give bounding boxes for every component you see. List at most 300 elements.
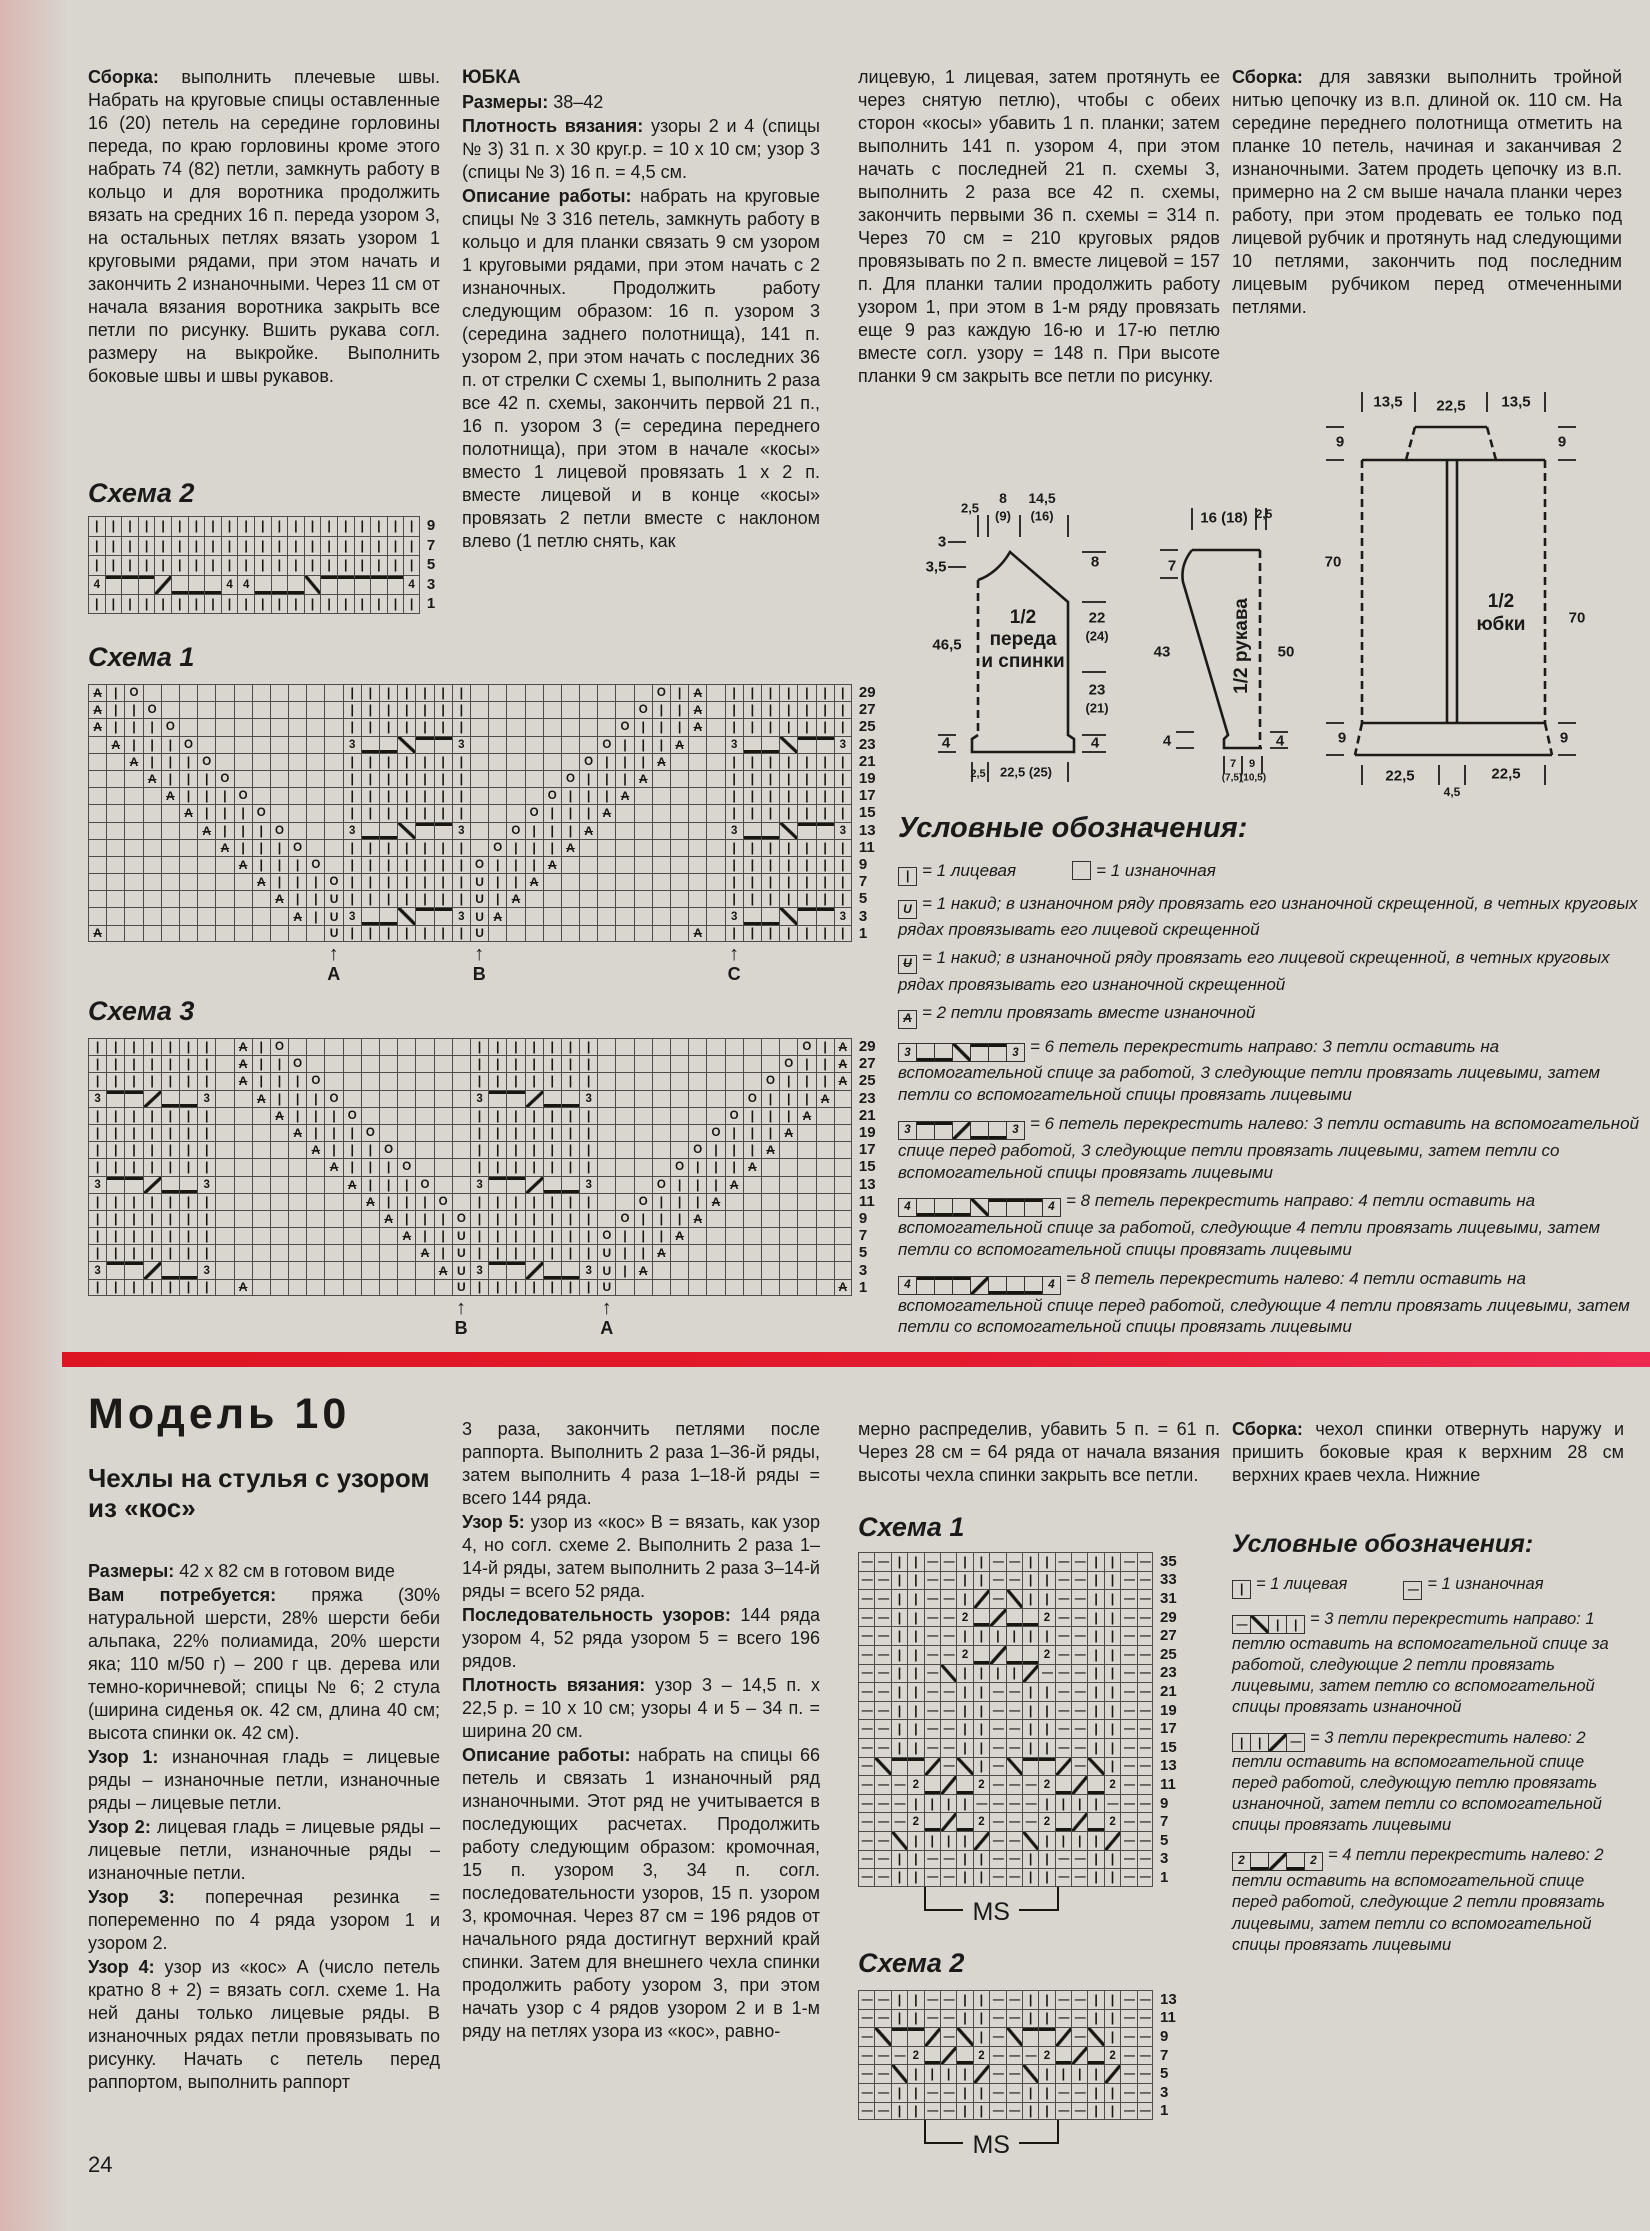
chart-cell: | — [634, 718, 652, 735]
chart-cell — [834, 1176, 852, 1193]
chart-cell — [270, 1193, 288, 1210]
chart-cell: | — [379, 856, 397, 873]
paragraph: Плотность вязания: узоры 2 и 4 (спицы № 3) 31 п. х 30 круг.р. = 10 х 10 см; узор 3 (спицы № 3) 16 п. = 4,5 см. — [462, 116, 820, 182]
measurement-label: 22,5 — [1436, 397, 1466, 415]
chart-cell: | — [361, 873, 379, 890]
knitting-chart-schema1 — [88, 684, 876, 990]
chart-cell: 2 — [907, 1812, 923, 1831]
chart-cell — [973, 1645, 989, 1664]
chart-cell: | — [1022, 1738, 1038, 1757]
chart-cell — [397, 1124, 415, 1141]
chart-cell: | — [234, 804, 252, 821]
chart-cell: | — [488, 1244, 506, 1261]
chart-cell: O — [470, 856, 488, 873]
chart-cell: | — [415, 925, 433, 942]
chart-cell — [143, 925, 161, 942]
chart-cell — [434, 1038, 452, 1055]
chart-row — [88, 804, 876, 821]
chart-cell: | — [197, 787, 215, 804]
chart-cell — [506, 736, 524, 753]
chart-cell: | — [743, 1124, 761, 1141]
chart-cell: | — [88, 1072, 106, 1089]
chart-cell: | — [179, 1141, 197, 1158]
chart-cell: | — [106, 718, 124, 735]
chart-cell: | — [88, 1244, 106, 1261]
chart-cell: | — [470, 1124, 488, 1141]
chart-cell: | — [561, 1141, 579, 1158]
chart-cell — [324, 822, 342, 839]
chart-cell: A — [652, 753, 670, 770]
chart-cell: | — [1038, 1990, 1054, 2009]
chart-cell: — — [1137, 1664, 1153, 1683]
knitting-chart-schema1b — [858, 1552, 1177, 1926]
chart-cell: — — [858, 1868, 874, 1887]
chart-cell: | — [1104, 1608, 1120, 1627]
chart-cell — [634, 1279, 652, 1296]
chart-cell — [834, 1090, 852, 1107]
chart-cell — [1022, 1664, 1038, 1683]
chart-cell — [288, 1261, 306, 1278]
chart-cell: | — [138, 555, 155, 575]
chart-cell: | — [1038, 1719, 1054, 1738]
chart-cell: | — [743, 925, 761, 942]
chart-cell — [343, 1244, 361, 1261]
chart-cell — [306, 1038, 324, 1055]
chart-cell: — — [858, 1757, 874, 1776]
chart-cell: | — [1104, 1682, 1120, 1701]
chart-row — [858, 1812, 1177, 1831]
chart-cell: | — [179, 1279, 197, 1296]
chart-cell — [761, 1193, 779, 1210]
chart-cell — [1250, 1852, 1269, 1871]
legend-symbol — [898, 955, 916, 974]
chart-cell — [252, 684, 270, 701]
chart-cell — [324, 1210, 342, 1227]
chart-cell — [834, 1261, 852, 1278]
chart-cell — [470, 839, 488, 856]
chart-cell: — — [989, 2102, 1005, 2121]
chart-cell: | — [343, 684, 361, 701]
chart-cell: | — [124, 1055, 142, 1072]
chart-cell: | — [387, 555, 404, 575]
chart-cell: | — [743, 804, 761, 821]
chart-cell: | — [1038, 1794, 1054, 1813]
chart-cell — [306, 787, 324, 804]
paragraph: мерно распределив, убавить 5 п. = 61 п. Через 28 см = 64 ряда от начала вязания высоты чехла спинки закрыть все петли. — [858, 1419, 1220, 1485]
top-column-4 — [1232, 66, 1622, 320]
chart-cell: | — [973, 1719, 989, 1738]
chart-cell: — — [989, 2046, 1005, 2065]
paragraph-lead: Описание работы: — [462, 186, 641, 206]
chart-cell: | — [956, 2009, 972, 2028]
chart-cell: O — [488, 839, 506, 856]
chart-cell: | — [543, 822, 561, 839]
chart-cell — [361, 1055, 379, 1072]
chart-cell — [106, 804, 124, 821]
chart-cell — [561, 856, 579, 873]
chart-cell — [816, 1244, 834, 1261]
chart-cell — [161, 1261, 179, 1278]
legend-symbol — [898, 867, 916, 886]
chart-cell: — — [1055, 1850, 1071, 1869]
chart-cell: | — [1038, 1571, 1054, 1590]
chart-cell: A — [615, 787, 633, 804]
chart-cell: | — [415, 787, 433, 804]
chart-cell: U — [898, 955, 917, 974]
chart-cell — [525, 1176, 543, 1193]
chart-cell: | — [179, 1193, 197, 1210]
chart-cell — [124, 839, 142, 856]
chart-cell: 3 — [88, 1176, 106, 1193]
chart-cell: | — [561, 1244, 579, 1261]
chart-cell: | — [834, 718, 852, 735]
chart-row-number: 17 — [858, 787, 876, 805]
chart-cell — [779, 1244, 797, 1261]
chart-cell: | — [1038, 2083, 1054, 2102]
chart-cell — [934, 1198, 953, 1217]
chart-cell — [1055, 1812, 1071, 1831]
chart-cell: O — [706, 1124, 724, 1141]
chart-cell — [506, 907, 524, 924]
chart-cell: — — [1120, 2064, 1136, 2083]
chart-cell: | — [652, 1210, 670, 1227]
chart-row-number: 35 — [1160, 1552, 1177, 1570]
chart-cell — [525, 736, 543, 753]
model10-subtitle: Чехлы на стулья с узором из «кос» — [88, 1463, 430, 1523]
chart-cell: A — [234, 1055, 252, 1072]
chart-cell: | — [1268, 1615, 1287, 1634]
chart-cell: | — [124, 1193, 142, 1210]
chart-row-number: 15 — [1160, 1738, 1177, 1756]
chart-cell: — — [858, 1589, 874, 1608]
chart-cell — [634, 873, 652, 890]
chart-cell: | — [525, 1193, 543, 1210]
chart-cell: | — [725, 925, 743, 942]
chart-cell: — — [989, 1589, 1005, 1608]
chart-cell — [1022, 1645, 1038, 1664]
chart-cell — [288, 718, 306, 735]
chart-cell — [343, 1227, 361, 1244]
chart-cell: | — [252, 1055, 270, 1072]
chart-cell: | — [956, 1682, 972, 1701]
chart-cell: | — [379, 890, 397, 907]
chart-cell: | — [215, 822, 233, 839]
chart-cell: | — [370, 594, 387, 614]
chart-cell: O — [270, 1038, 288, 1055]
chart-cell: A — [361, 1193, 379, 1210]
chart-cell: 3 — [1006, 1043, 1025, 1062]
chart-cell: A — [288, 1124, 306, 1141]
chart-cell: | — [320, 536, 337, 556]
chart-cell: | — [379, 684, 397, 701]
chart-cell: | — [397, 873, 415, 890]
chart-cell: | — [1104, 2027, 1120, 2046]
chart-cell — [324, 1244, 342, 1261]
chart-cell: | — [543, 1227, 561, 1244]
chart-cell: | — [254, 555, 271, 575]
chart-cell — [397, 1261, 415, 1278]
chart-cell — [634, 1072, 652, 1089]
chart-cell: | — [221, 536, 238, 556]
chart-cell: — — [1120, 1608, 1136, 1627]
chart-cell — [161, 684, 179, 701]
chart-cell — [171, 575, 188, 595]
chart-cell — [1024, 1198, 1043, 1217]
legend-symbol — [1232, 1733, 1304, 1752]
chart-row-number: 1 — [426, 595, 436, 613]
chart-cell: — — [1006, 2046, 1022, 2065]
chart-cell: | — [361, 804, 379, 821]
chart-cell: O — [506, 822, 524, 839]
chart-cell — [215, 1279, 233, 1296]
legend-item — [898, 947, 1642, 995]
chart-cell — [706, 1244, 724, 1261]
chart-cell: | — [370, 536, 387, 556]
chart-cell — [106, 753, 124, 770]
chart-cell — [561, 753, 579, 770]
chart-cell: A — [179, 804, 197, 821]
chart-cell — [706, 925, 724, 942]
chart-cell: — — [924, 1571, 940, 1590]
chart-cell — [706, 1261, 724, 1278]
chart-cell: — — [858, 1775, 874, 1794]
chart-cell: | — [452, 804, 470, 821]
chart-cell — [670, 839, 688, 856]
chart-cell: | — [143, 1158, 161, 1175]
chart-cell — [306, 925, 324, 942]
chart-cell — [561, 873, 579, 890]
chart-cell: | — [834, 684, 852, 701]
chart-cell — [834, 1107, 852, 1124]
chart-cell: — — [1120, 1794, 1136, 1813]
chart-cell: | — [179, 1038, 197, 1055]
legend-symbol — [1232, 1615, 1304, 1634]
chart-cell — [415, 1124, 433, 1141]
chart-cell: — — [1232, 1615, 1251, 1634]
chart-cell — [561, 736, 579, 753]
chart-cell — [470, 753, 488, 770]
chart-cell: | — [106, 1038, 124, 1055]
chart-cell: | — [579, 1244, 597, 1261]
legend-text: = 8 петель перекрестить налево: 4 петли оставить на вспомогательной спице перед работой, следующие 4 петли провязать лицевыми, затем петли со вспомогательной спицы провязать лицевыми — [898, 1268, 1630, 1337]
chart-cell: | — [1087, 1794, 1103, 1813]
chart-cell — [924, 2046, 940, 2065]
chart-cell: U — [452, 1261, 470, 1278]
chart-cell: | — [306, 873, 324, 890]
chart-cell: | — [197, 1244, 215, 1261]
chart-cell: | — [106, 1244, 124, 1261]
chart-cell: — — [1120, 1664, 1136, 1683]
chart-cell: | — [488, 1210, 506, 1227]
chart-cell: | — [143, 718, 161, 735]
chart-cell — [956, 2046, 972, 2065]
chart-cell — [161, 804, 179, 821]
chart-cell — [561, 684, 579, 701]
chart-cell: — — [874, 1701, 890, 1720]
measurement-label: 2,5 — [1255, 507, 1273, 521]
chart-cell: | — [779, 718, 797, 735]
chart-cell — [725, 1261, 743, 1278]
chart-cell — [725, 1279, 743, 1296]
chart-row — [858, 2083, 1177, 2102]
chart-cell — [1022, 2027, 1038, 2046]
chart-row-number: 15 — [858, 804, 876, 822]
chart-cell — [1022, 1757, 1038, 1776]
chart-cell: | — [725, 873, 743, 890]
chart-cell — [579, 873, 597, 890]
chart-cell: | — [743, 890, 761, 907]
chart-row-number: 11 — [858, 1192, 875, 1210]
chart-cell: — — [1006, 1571, 1022, 1590]
chart-cell: | — [171, 536, 188, 556]
chart-cell: | — [106, 1124, 124, 1141]
chart-row-number: 7 — [426, 536, 436, 554]
chart-cell: | — [1104, 2009, 1120, 2028]
chart-cell: | — [397, 1176, 415, 1193]
chart-cell — [434, 1279, 452, 1296]
chart-cell: | — [197, 1038, 215, 1055]
chart-cell — [525, 753, 543, 770]
chart-cell: A — [234, 1038, 252, 1055]
chart-cell — [288, 701, 306, 718]
chart-cell — [234, 1090, 252, 1107]
chart-cell: | — [370, 555, 387, 575]
chart-cell: | — [320, 516, 337, 536]
chart-cell: 2 — [1038, 1645, 1054, 1664]
chart-cell: — — [940, 2009, 956, 2028]
chart-cell — [615, 1158, 633, 1175]
chart-cell: 2 — [1038, 1608, 1054, 1627]
legend-item — [898, 1268, 1642, 1338]
chart-cell — [88, 890, 106, 907]
chart-row — [858, 1775, 1177, 1794]
chart-row — [88, 1227, 876, 1244]
chart-cell: | — [143, 1279, 161, 1296]
chart-cell: — — [940, 1682, 956, 1701]
chart-cell: | — [956, 1831, 972, 1850]
chart-cell: | — [989, 1664, 1005, 1683]
chart-cell — [138, 575, 155, 595]
chart-cell: — — [1071, 1626, 1087, 1645]
chart-cell — [288, 1141, 306, 1158]
chart-cell: | — [379, 787, 397, 804]
chart-cell — [924, 1775, 940, 1794]
chart-cell — [506, 1261, 524, 1278]
chart-cell — [761, 1261, 779, 1278]
chart-cell — [252, 925, 270, 942]
chart-cell — [288, 787, 306, 804]
chart-cell — [270, 1244, 288, 1261]
chart-cell: | — [1104, 1626, 1120, 1645]
chart-cell: | — [204, 594, 221, 614]
chart-cell — [525, 907, 543, 924]
chart-cell — [970, 1043, 989, 1062]
chart-cell: | — [179, 787, 197, 804]
chart-cell — [561, 701, 579, 718]
chart-cell: | — [197, 804, 215, 821]
chart-cell: | — [891, 2083, 907, 2102]
chart-cell — [688, 1124, 706, 1141]
chart-cell — [615, 1176, 633, 1193]
chart-cell — [706, 753, 724, 770]
chart-cell: — — [940, 1589, 956, 1608]
chart-cell: | — [816, 787, 834, 804]
chart-cell: | — [1071, 2064, 1087, 2083]
chart-cell: — — [1006, 2009, 1022, 2028]
chart-cell: | — [761, 684, 779, 701]
chart-cell — [579, 925, 597, 942]
chart-cell — [234, 1261, 252, 1278]
chart-cell: — — [891, 1812, 907, 1831]
legend-item — [898, 893, 1642, 941]
chart-cell: — — [858, 1571, 874, 1590]
chart-cell: | — [743, 787, 761, 804]
chart-cell: 3 — [343, 736, 361, 753]
chart-cell: A — [88, 718, 106, 735]
chart-cell: | — [543, 1244, 561, 1261]
chart-cell: | — [561, 1279, 579, 1296]
chart-cell: — — [1055, 1990, 1071, 2009]
paragraph: лицевую, 1 лицевая, затем протянуть ее через снятую петлю), чтобы с обеих сторон «косы» убавить 1 п. планки; затем выполнить 141 п. узором 4, при этом начать с последней 21 п. схемы 3, выполнить 2 раза все 42 п. схемы, закончить первыми 36 п. схемы = 314 п. Через 70 см = 210 круговых рядов провязывать по 2 п. вместе лицевой = 157 п. Для планки талии продолжить работу узором 1, при этом в 1-м ряду провязать еще 9 раз каждую 16-ю и 17-ю петлю вместе согл. узору = 148 п. При высоте планки 9 см закрыть все петли по рисунку. — [858, 67, 1220, 386]
chart-cell — [324, 1055, 342, 1072]
chart-cell: | — [779, 1072, 797, 1089]
measurement-label: 9 — [1337, 729, 1347, 747]
chart-cell — [916, 1276, 935, 1295]
chart-cell: | — [452, 718, 470, 735]
chart-cell: | — [973, 1664, 989, 1683]
chart-cell: — — [858, 2064, 874, 2083]
chart-cell: | — [488, 1055, 506, 1072]
chart-cell — [634, 787, 652, 804]
chart-cell: | — [688, 1158, 706, 1175]
chart-cell: O — [361, 1124, 379, 1141]
chart-cell: | — [1038, 1868, 1054, 1887]
chart-cell — [891, 2064, 907, 2083]
chart-cell — [597, 1210, 615, 1227]
chart-cell: | — [634, 1210, 652, 1227]
chart-cell: | — [434, 753, 452, 770]
chart-cell — [124, 856, 142, 873]
chart-cell — [652, 839, 670, 856]
chart-cell — [834, 1141, 852, 1158]
measurement-label: 3,5 — [925, 558, 947, 576]
chart-cell — [452, 1038, 470, 1055]
chart-cell: O — [288, 839, 306, 856]
chart-cell — [988, 1276, 1007, 1295]
chart-cell: | — [324, 1141, 342, 1158]
chart-cell: 3 — [88, 1261, 106, 1278]
chart-cell: | — [124, 701, 142, 718]
measurement-label: 3 — [937, 533, 947, 551]
chart-cell: 2 — [1104, 2046, 1120, 2065]
chart-cell: | — [361, 925, 379, 942]
chart-cell: | — [488, 1193, 506, 1210]
chart-cell: A — [688, 925, 706, 942]
chart-cell: | — [403, 555, 420, 575]
chart-cell: | — [797, 701, 815, 718]
paragraph: Размеры: 38–42 — [462, 92, 604, 112]
chart-cell: | — [434, 718, 452, 735]
chart-cell — [470, 718, 488, 735]
chart-cell: 3 — [452, 822, 470, 839]
chart-cell — [743, 907, 761, 924]
chart-cell: O — [561, 770, 579, 787]
chart-cell — [161, 822, 179, 839]
chart-cell: | — [743, 770, 761, 787]
chart-cell: | — [161, 1158, 179, 1175]
chart-cell — [197, 890, 215, 907]
chart-cell — [434, 1055, 452, 1072]
